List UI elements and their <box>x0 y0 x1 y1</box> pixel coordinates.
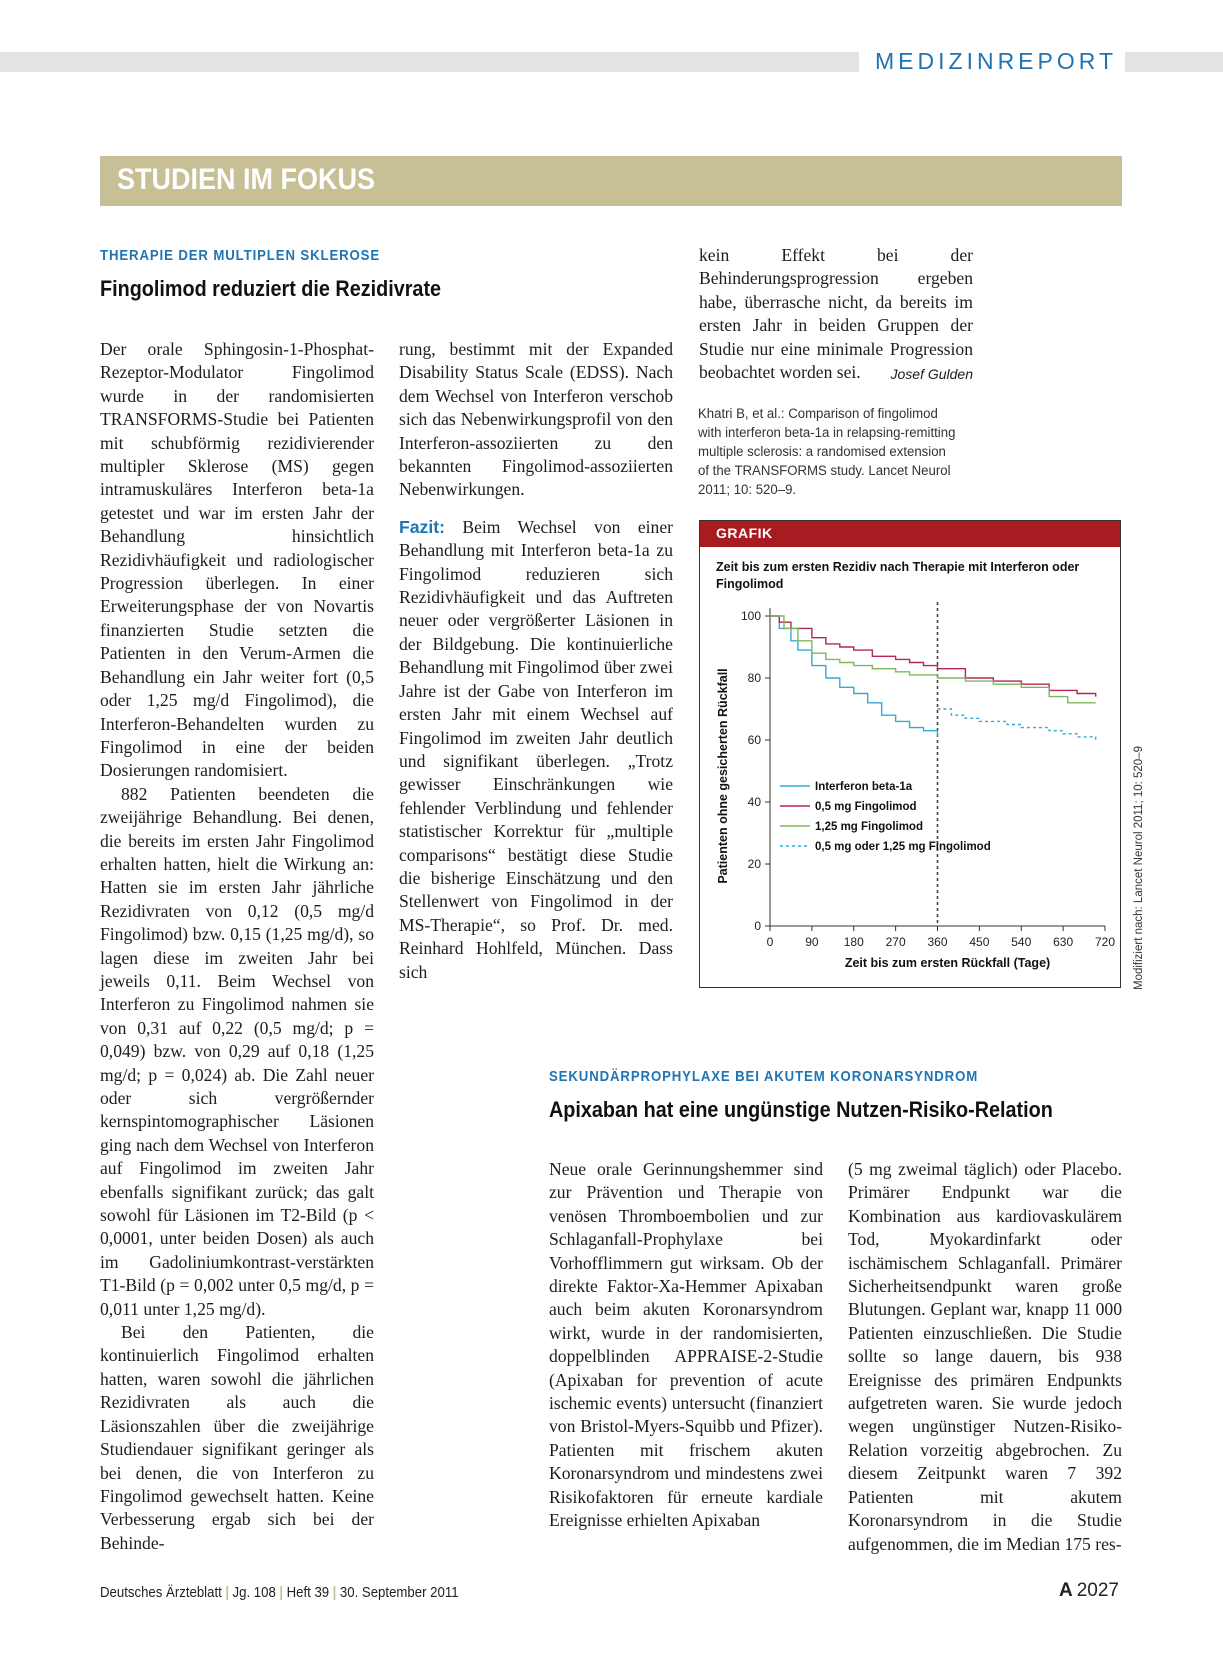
article1-column-2 <box>399 338 673 984</box>
figure-credit: Modifiziert nach: Lancet Neurol 2011; 10: 520–9 <box>1133 746 1145 990</box>
separator: | <box>332 1584 337 1601</box>
paragraph: rung, bestimmt mit der Expanded Disability Status Scale (EDSS). Nach dem Wechsel von Interferon verschob sich das Nebenwirkungsprofil von den Interferon-assoziierten zu den bekannten Fingolimod-assoziierten Nebenwirkungen. <box>399 339 673 500</box>
y-tick-label: 60 <box>747 733 761 747</box>
issue: Heft 39 <box>286 1584 330 1601</box>
article2-column-2 <box>848 1158 1122 1556</box>
paragraph <box>699 244 973 384</box>
volume: Jg. 108 <box>232 1584 276 1601</box>
y-axis-label: Patienten ohne gesicherten Rückfall <box>716 668 730 884</box>
y-tick-label: 100 <box>740 609 761 623</box>
banner <box>100 156 1122 206</box>
journal-name: Deutsches Ärzteblatt <box>100 1584 222 1601</box>
separator: | <box>279 1584 284 1601</box>
page-number-value: 2027 <box>1076 1580 1119 1601</box>
paragraph-text: kein Effekt bei der Behinderungsprogression ergeben habe, überrasche nicht, da bereits im ersten Jahr in beiden Gruppen der Studie nur eine minimale Progression beobachtet worden sei. <box>699 245 973 383</box>
legend-label: 0,5 mg oder 1,25 mg Fingolimod <box>815 841 991 853</box>
paragraph: Bei den Patienten, die kontinuierlich Fingolimod erhalten hatten, waren sowohl die jährlichen Rezidivraten als auch die Läsionszahlen über die zweijährige Studiendauer signifikant geringer als bei denen, die von Interferon zu Fingolimod gewechselt hatten. Keine Verbesserung ergab sich bei der Behinde- <box>100 1322 374 1553</box>
legend-label: Interferon beta-1a <box>815 781 913 793</box>
separator: | <box>225 1584 230 1601</box>
reference: Khatri B, et al.: Comparison of fingolimod with interferon beta-1a in relapsing-remitting multiple sclerosis: a randomised extension of the TRANSFORMS study. Lancet Neurol 2011; 10: 520–9. <box>698 406 956 498</box>
y-tick-label: 20 <box>747 857 761 871</box>
legend-label: 1,25 mg Fingolimod <box>815 821 923 833</box>
article2-title: Apixaban hat eine ungünstige Nutzen-Risiko-Relation <box>549 1097 1053 1122</box>
footer-citation <box>100 1584 459 1601</box>
page-number <box>1059 1580 1119 1602</box>
series-line <box>938 709 1096 740</box>
fazit-label: Fazit: <box>399 516 445 537</box>
chart-title: Zeit bis zum ersten Rezidiv nach Therapie mit Interferon oder Fingolimod <box>716 560 1080 591</box>
y-tick-label: 0 <box>754 919 761 933</box>
figure-box <box>699 520 1121 988</box>
article1-title: Fingolimod reduziert die Rezidivrate <box>100 276 442 301</box>
kaplan-meier-chart <box>700 521 1120 987</box>
article1-column-3 <box>699 244 973 386</box>
paragraph: 882 Patienten beendeten die zweijährige Behandlung. Bei denen, die bereits im ersten Jahr Fingolimod erhalten hatten, hielt die Wirkung an: Hatten sie im ersten Jahr jährliche Rezidivraten von 0,12 (0,5 mg/d Fingolimod) bzw. 0,15 (1,25 mg/d), so lagen diese im zweiten Jahr bei jeweils 0,11. Beim Wechsel von Interferon zu Fingolimod nahmen sie von 0,31 auf 0,22 (0,5 mg/d; p = 0,049) bzw. von 0,29 auf 0,18 (1,25 mg/d; p = 0,024) ab. Die Zahl neuer oder sich vergrößernder kernspintomographischer Läsionen ging nach dem Wechsel von Interferon auf Fingolimod im zweiten Jahr ebenfalls signifikant zurück; das galt sowohl für Läsionen im T2-Bild (p < 0,0001, unter beiden Dosen) als auch im Gadoliniumkontrast-verstärkten T1-Bild (p = 0,002 unter 0,5 mg/d, p = 0,011 unter 1,25 mg/d). <box>100 783 374 1319</box>
x-tick-label: 270 <box>885 935 906 949</box>
article2-column-1 <box>549 1158 823 1533</box>
series-line <box>770 616 938 737</box>
x-tick-label: 360 <box>927 935 948 949</box>
fazit-text: Beim Wechsel von einer Behandlung mit Interferon beta-1a zu Fingolimod reduzieren sich Rezidivhäufigkeit und das Auftreten neuer oder vergrößerter Läsionen in der Bildgebung. Die kontinuierliche Behandlung mit Fingolimod über zwei Jahre ist der Gabe von Interferon im ersten Jahr mit einem Wechsel auf Fingolimod im zweiten Jahr deutlich und signifikant überlegen. „Trotz gewisser Einschränkungen wie fehlender Verblindung und fehlender statistischer Korrektur für „multiple comparisons“ bestätigt diese Studie die bisherige Einschätzung und den Stellenwert von Fingolimod in der MS-Therapie“, so Prof. Dr. med. Reinhard Hohlfeld, München. Dass sich <box>399 516 673 982</box>
date: 30. September 2011 <box>339 1584 459 1601</box>
x-tick-label: 720 <box>1094 935 1116 949</box>
x-tick-label: 90 <box>805 935 819 949</box>
article2-kicker: SEKUNDÄRPROPHYLAXE BEI AKUTEM KORONARSYNDROM <box>549 1068 979 1085</box>
x-tick-label: 540 <box>1011 935 1032 949</box>
x-tick-label: 180 <box>843 935 864 949</box>
article1-kicker: THERAPIE DER MULTIPLEN SKLEROSE <box>100 247 381 264</box>
y-tick-label: 40 <box>747 795 761 809</box>
section-label: MEDIZINREPORT <box>859 46 1125 76</box>
x-tick-label: 630 <box>1053 935 1074 949</box>
page-prefix: A <box>1058 1580 1073 1601</box>
paragraph: Neue orale Gerinnungshemmer sind zur Prävention und Therapie von venösen Thromboembolien und zur Schlaganfall-Prophylaxe bei Vorhofflimmern gut wirksam. Ob der direkte Faktor-Xa-Hemmer Apixaban auch beim akuten Koronarsyndrom wirkt, wurde in der randomisierten, doppelblinden APPRAISE-2-Studie (Apixaban for prevention of acute ischemic events) untersucht (finanziert von Bristol-Myers-Squibb und Pfizer). Patienten mit frischem akuten Koronarsyndrom und mindestens zwei Risikofaktoren für erneute kardiale Ereignisse erhielten Apixaban <box>549 1159 823 1531</box>
paragraph: (5 mg zweimal täglich) oder Placebo. Primärer Endpunkt war die Kombination aus kardiovaskulärem Tod, Myokardinfarkt oder ischämischem Schlaganfall. Primärer Sicherheitsendpunkt waren große Blutungen. Geplant war, knapp 11 000 Patienten einzuschließen. Die Studie sollte so lange dauern, bis 938 Ereignisse des primären Endpunkts aufgetreten waren. Sie wurde jedoch wegen ungünstiger Nutzen-Risiko-Relation vorzeitig abgebrochen. Zu diesem Zeitpunkt waren 7 392 Patienten mit akutem Koronarsyndrom in die Studie aufgenommen, die im Median 175 res- <box>848 1159 1122 1554</box>
fazit-paragraph <box>399 516 673 984</box>
legend-label: 0,5 mg Fingolimod <box>815 801 917 813</box>
article1-column-1 <box>100 338 374 1555</box>
paragraph: Der orale Sphingosin-1-Phosphat-Rezeptor-Modulator Fingolimod wurde in der randomisierten TRANSFORMS-Studie bei Patienten mit schubförmig rezidivierender multipler Sklerose (MS) gegen intramuskuläres Interferon beta-1a getestet und war im ersten Jahr der Behandlung hinsichtlich Rezidivhäufigkeit und radiologischer Progression überlegen. In einer Erweiterungsphase der von Novartis finanzierten Studie setzten die Patienten in den Verum-Armen die Behandlung ein Jahr weiter fort (0,5 oder 1,25 mg/d Fingolimod), die Interferon-Behandelten wurden zu Fingolimod in eine der beiden Dosierungen randomisiert. <box>100 339 374 781</box>
x-tick-label: 450 <box>969 935 990 949</box>
x-tick-label: 0 <box>766 935 774 949</box>
y-tick-label: 80 <box>747 671 761 685</box>
series-line <box>770 616 1096 697</box>
series-line <box>770 616 1096 703</box>
x-axis-label: Zeit bis zum ersten Rückfall (Tage) <box>844 956 1051 970</box>
figure-label: GRAFIK <box>716 525 773 541</box>
banner-title: STUDIEN IM FOKUS <box>117 163 376 196</box>
author: Josef Gulden <box>890 366 973 383</box>
